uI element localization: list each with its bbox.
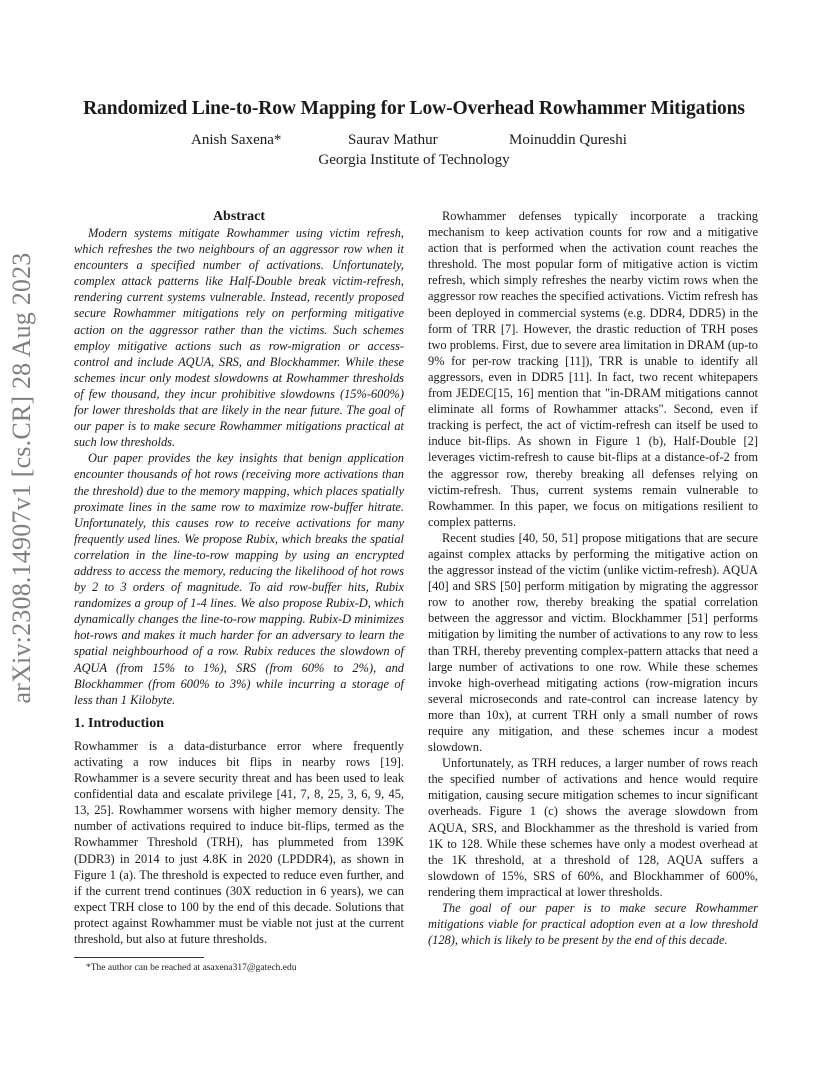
author-3: Moinuddin Qureshi <box>509 132 627 148</box>
right-column <box>428 208 758 948</box>
intro-paragraph-2: Rowhammer defenses typically incorporate a tracking mechanism to keep activation counts for row and a mitigative action that is performed when the activation count reaches the threshold. The most popular form of mitigative action is victim refresh, which simply refreshes the nearby victim rows when the aggressor row reaches the specified activations. Victim refresh has been deployed in commercial systems (e.g. DDR4, DDR5) in the form of TRR [7]. However, the drastic reduction of TRH poses two problems. First, due to severe area limitation in DRAM (up-to 9% for per-row tracking [11]), TRR is unable to identify all aggressors, even in DDR5 [11]. In fact, two recent whitepapers from JEDEC[15, 16] mention that "in-DRAM mitigations cannot eliminate all forms of Rowhammer attacks". Second, even if tracking is perfect, the act of victim-refresh can itself be used to induce bit-flips. As shown in Figure 1 (b), Half-Double [2] leverages victim-refresh to cause bit-flips at a distance-of-2 from the aggressor row, thereby breaking all defenses relying on victim-refresh. Thus, current systems remain vulnerable to Rowhammer. In this paper, we focus on mitigations resilient to complex patterns. <box>428 209 758 529</box>
abstract-paragraph-2: Our paper provides the key insights that benign application encounter thousands of hot rows (receiving more activations than the threshold) due to the memory mapping, which places spatially proximate lines in the same row to maximize row-buffer hitrate. Unfortunately, this causes row to receive activations for many frequently used lines. We propose Rubix, which breaks the spatial correlation in the line-to-row mapping by using an encrypted address to access the memory, reducing the likelihood of hot rows by 2 to 3 orders of magnitude. To aid row-buffer hits, Rubix randomizes a group of 1-4 lines. We also propose Rubix-D, which dynamically changes the line-to-row mapping. Rubix-D minimizes hot-rows and makes it much harder for an adversary to learn the spatial neighbourhood of a row. Rubix reduces the slowdown of AQUA (from 15% to 1%), SRS (from 60% to 2%), and Blockhammer (from 600% to 3%) while incurring a storage of less than 1 Kilobyte. <box>74 451 404 707</box>
affiliation: Georgia Institute of Technology <box>318 152 510 168</box>
abstract-paragraph-1: Modern systems mitigate Rowhammer using victim refresh, which refreshes the two neighbours of an aggressor row when it encounters a specified number of activations. Unfortunately, complex attack patterns like Half-Double break victim-refresh, rendering current systems vulnerable. Instead, recently proposed secure Rowhammer mitigations rely on performing mitigative action on the aggressor rather than the victims. Such schemes employ mitigative actions such as row-migration or access-control and include AQUA, SRS, and Blockhammer. While these schemes incur only modest slowdowns at Rowhammer thresholds of few thousand, they incur prohibitive slowdowns (15%-600%) for lower thresholds that are likely in the near future. The goal of our paper is to make secure Rowhammer mitigations practical at such low thresholds. <box>74 226 404 450</box>
arxiv-stamp: arXiv:2308.14907v1 [cs.CR] 28 Aug 2023 <box>7 252 36 704</box>
abstract-heading: Abstract <box>212 209 266 224</box>
footnote: *The author can be reached at asaxena317@gatech.edu <box>86 963 297 974</box>
footnote-rule <box>74 957 204 958</box>
author-1: Anish Saxena* <box>191 132 282 148</box>
left-column <box>74 208 404 974</box>
intro-paragraph-3: Recent studies [40, 50, 51] propose mitigations that are secure against complex attacks by performing the mitigative action on the aggressor instead of the victim (unlike victim-refresh). AQUA [40] and SRS [50] perform mitigation by migrating the aggressor row to another row, thereby breaking the spatial correlation between the aggressor and victim. Blockhammer [51] performs mitigation by limiting the number of activations to any row to less than TRH, thereby preventing complex-pattern attacks that need a large number of activations to one row. While these schemes invoke high-overhead mitigating actions (row-migration incurs several microseconds and rate-control can increase latency by more than 10x), at current TRH only a small number of rows require any mitigation, and these schemes incur a modest slowdown. <box>428 530 758 755</box>
intro-paragraph-1: Rowhammer is a data-disturbance error where frequently activating a row induces bit flips in nearby rows [19]. Rowhammer is a severe security threat and has been used to leak confidential data and escalate privilege [41, 7, 8, 25, 3, 6, 9, 45, 13, 25]. Rowhammer worsens with higher memory density. The number of activations required to induce bit-flips, termed as the Rowhammer Threshold (TRH), has plummeted from 139K (DDR3) in 2014 to just 4.8K in 2020 (LPDDR4), as shown in Figure 1 (a). The threshold is expected to reduce even further, and if the current trend continues (30X reduction in 6 years), we can expect TRH close to 100 by the end of this decade. Solutions that protect against Rowhammer must be viable not just at the current threshold, but also at future thresholds. <box>74 738 404 947</box>
paper-title: Randomized Line-to-Row Mapping for Low-Overhead Rowhammer Mitigations <box>83 98 745 119</box>
intro-paragraph-4: Unfortunately, as TRH reduces, a larger number of rows reach the specified number of activations and hence would require mitigation, causing secure mitigation schemes to incur significant overheads. Figure 1 (c) shows the average slowdown from AQUA, SRS, and Blockhammer as the threshold is varied from 1K to 128. While these schemes have only a modest overhead at the 1K threshold, at a threshold of 128, AQUA suffers a slowdown of 15%, SRS of 60%, and Blockhammer of 600%, rendering them impractical at lower thresholds. <box>428 756 758 899</box>
intro-paragraph-5: The goal of our paper is to make secure Rowhammer mitigations viable for practical adoption even at a low threshold (128), which is likely to be present by the end of this decade. <box>428 901 758 948</box>
section-heading-introduction: 1. Introduction <box>74 715 164 731</box>
author-2: Saurav Mathur <box>348 132 438 148</box>
